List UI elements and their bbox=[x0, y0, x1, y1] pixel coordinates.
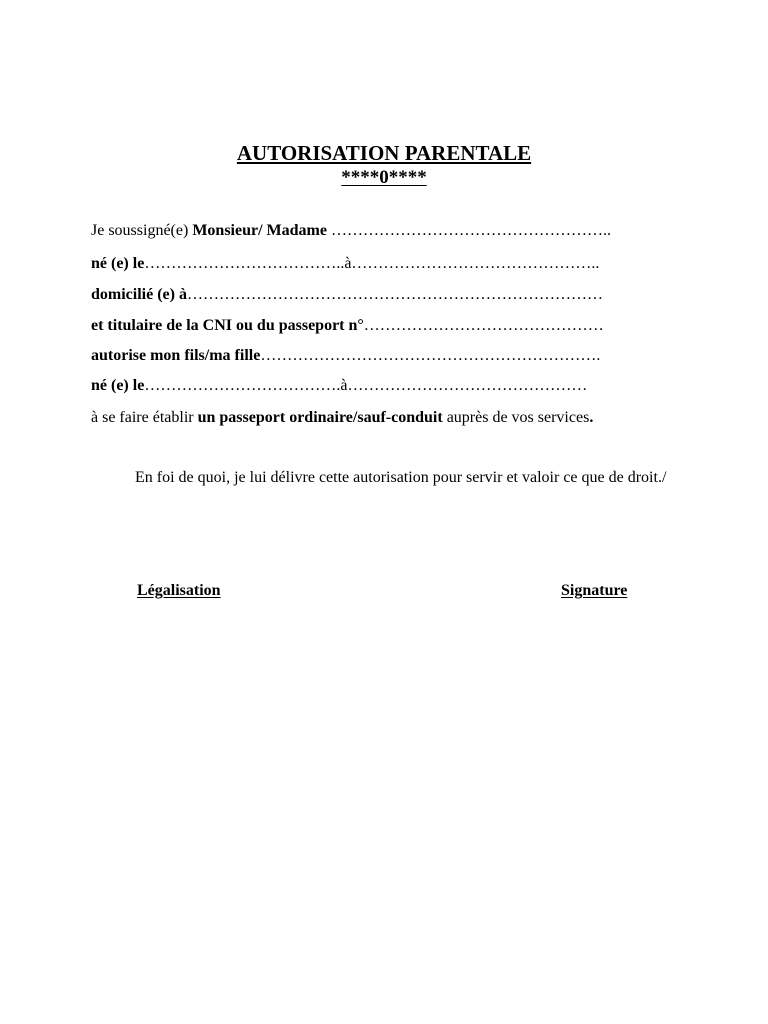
closing-paragraph bbox=[89, 467, 679, 489]
form-line-purpose bbox=[91, 408, 593, 428]
form-line-address bbox=[91, 285, 603, 305]
line-prefix: à se faire établir bbox=[91, 409, 198, 426]
line-bold-label: né (e) le bbox=[91, 377, 145, 394]
fill-in-dots: ……………………………….à……………………………………… bbox=[144, 377, 588, 394]
line-bold-label: Monsieur/ Madame bbox=[192, 222, 327, 239]
fill-in-dots: ……………………………………… bbox=[363, 317, 604, 334]
line-prefix: Je soussigné(e) bbox=[91, 222, 193, 239]
line-bold-label: autorise mon fils/ma fille bbox=[91, 347, 261, 364]
line-suffix: auprès de vos services bbox=[442, 409, 590, 426]
fill-in-dots: …………………………………………………………………… bbox=[186, 286, 603, 303]
legalisation-label: Légalisation bbox=[137, 582, 221, 599]
document-title: AUTORISATION PARENTALE bbox=[236, 141, 532, 165]
line-bold-label: un passeport ordinaire/sauf-conduit bbox=[197, 409, 443, 426]
line-bold-label: né (e) le bbox=[91, 255, 145, 272]
line-bold-label: domicilié (e) à bbox=[91, 286, 187, 303]
fill-in-dots: ………………………………………………………. bbox=[260, 347, 601, 364]
closing-paragraph-text: En foi de quoi, je lui délivre cette autorisation pour servir et valoir ce que de droit./ bbox=[135, 469, 667, 486]
document-subtitle: ****0**** bbox=[341, 167, 427, 188]
fill-in-dots: ………………………………..à……………………………………….. bbox=[144, 255, 600, 272]
form-line-declarant bbox=[91, 221, 611, 241]
line-bold-label: et titulaire de la CNI ou du passeport n° bbox=[91, 317, 364, 334]
form-line-birth-child bbox=[91, 376, 587, 396]
fill-in-dots: …………………………………………….. bbox=[326, 222, 611, 239]
form-line-child bbox=[91, 346, 600, 366]
signature-label: Signature bbox=[561, 582, 628, 599]
line-end-period: . bbox=[589, 409, 594, 426]
form-line-birth-declarant bbox=[91, 254, 599, 274]
form-line-id-number bbox=[91, 316, 604, 336]
